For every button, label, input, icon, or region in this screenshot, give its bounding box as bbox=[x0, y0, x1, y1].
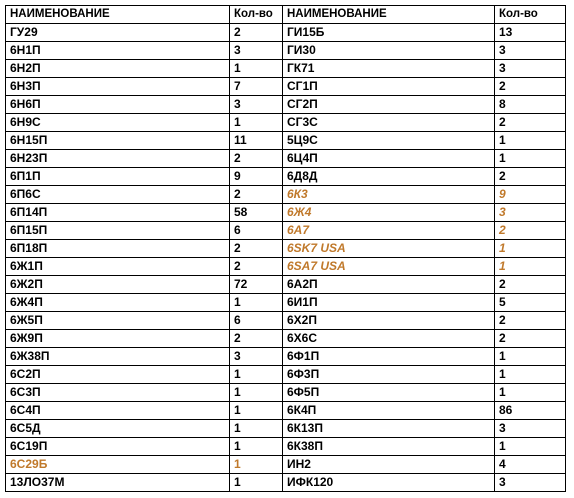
left-item-name: 6С3П bbox=[6, 384, 230, 402]
left-item-name: 6Н1П bbox=[6, 42, 230, 60]
right-item-name: СГ3С bbox=[283, 114, 495, 132]
left-item-name: 6Ж2П bbox=[6, 276, 230, 294]
right-item-name: ГИ30 bbox=[283, 42, 495, 60]
right-item-name: 6Ф3П bbox=[283, 366, 495, 384]
left-item-qty: 11 bbox=[230, 132, 283, 150]
left-item-qty: 1 bbox=[230, 60, 283, 78]
table-row bbox=[6, 204, 566, 222]
right-item-qty: 2 bbox=[495, 312, 566, 330]
right-item-qty: 3 bbox=[495, 42, 566, 60]
table-row bbox=[6, 312, 566, 330]
left-item-qty: 1 bbox=[230, 438, 283, 456]
right-item-qty: 1 bbox=[495, 258, 566, 276]
left-item-qty: 6 bbox=[230, 312, 283, 330]
left-item-name: 6Н2П bbox=[6, 60, 230, 78]
left-item-name: 6С4П bbox=[6, 402, 230, 420]
right-item-qty: 4 bbox=[495, 456, 566, 474]
left-item-name: 6Ж4П bbox=[6, 294, 230, 312]
right-item-name: 6И1П bbox=[283, 294, 495, 312]
left-item-qty: 7 bbox=[230, 78, 283, 96]
header-name-right: НАИМЕНОВАНИЕ bbox=[283, 6, 495, 24]
right-item-qty: 3 bbox=[495, 60, 566, 78]
left-item-name: 6Ж5П bbox=[6, 312, 230, 330]
right-item-qty: 3 bbox=[495, 204, 566, 222]
left-item-qty: 3 bbox=[230, 96, 283, 114]
right-item-name: ИФК120 bbox=[283, 474, 495, 492]
table-row bbox=[6, 420, 566, 438]
left-item-name: 6С2П bbox=[6, 366, 230, 384]
header-name-left: НАИМЕНОВАНИЕ bbox=[6, 6, 230, 24]
table-row bbox=[6, 366, 566, 384]
left-item-name: 6П6С bbox=[6, 186, 230, 204]
left-item-name: 6Ж38П bbox=[6, 348, 230, 366]
right-item-name: 6К38П bbox=[283, 438, 495, 456]
left-item-name: 6П18П bbox=[6, 240, 230, 258]
left-item-name: 6Н3П bbox=[6, 78, 230, 96]
left-item-qty: 3 bbox=[230, 42, 283, 60]
right-item-name: 6Х2П bbox=[283, 312, 495, 330]
right-item-qty: 2 bbox=[495, 276, 566, 294]
table-row bbox=[6, 438, 566, 456]
right-item-qty: 3 bbox=[495, 420, 566, 438]
right-item-name: 6А2П bbox=[283, 276, 495, 294]
right-item-qty: 8 bbox=[495, 96, 566, 114]
left-item-name: 6С29Б bbox=[6, 456, 230, 474]
right-item-name: 6SK7 USA bbox=[283, 240, 495, 258]
right-item-name: ИН2 bbox=[283, 456, 495, 474]
table-row bbox=[6, 474, 566, 492]
table-row bbox=[6, 186, 566, 204]
table-row bbox=[6, 168, 566, 186]
table-row bbox=[6, 240, 566, 258]
right-item-qty: 3 bbox=[495, 474, 566, 492]
left-item-qty: 2 bbox=[230, 24, 283, 42]
right-item-name: 6Ф5П bbox=[283, 384, 495, 402]
right-item-qty: 1 bbox=[495, 348, 566, 366]
left-item-name: 6С19П bbox=[6, 438, 230, 456]
left-item-name: 13ЛО37М bbox=[6, 474, 230, 492]
right-item-qty: 1 bbox=[495, 150, 566, 168]
left-item-name: 6Н15П bbox=[6, 132, 230, 150]
table-row bbox=[6, 402, 566, 420]
right-item-name: 6Ф1П bbox=[283, 348, 495, 366]
right-item-qty: 9 bbox=[495, 186, 566, 204]
table-row bbox=[6, 294, 566, 312]
left-item-name: 6Н6П bbox=[6, 96, 230, 114]
left-item-name: 6Н9С bbox=[6, 114, 230, 132]
left-item-qty: 1 bbox=[230, 420, 283, 438]
right-item-qty: 5 bbox=[495, 294, 566, 312]
right-item-name: СГ1П bbox=[283, 78, 495, 96]
right-item-name: ГИ15Б bbox=[283, 24, 495, 42]
table-row bbox=[6, 78, 566, 96]
right-item-qty: 2 bbox=[495, 222, 566, 240]
left-item-name: 6П1П bbox=[6, 168, 230, 186]
left-item-qty: 58 bbox=[230, 204, 283, 222]
left-item-qty: 1 bbox=[230, 366, 283, 384]
right-item-name: 6SA7 USA bbox=[283, 258, 495, 276]
table-row bbox=[6, 132, 566, 150]
table-row bbox=[6, 330, 566, 348]
header-row bbox=[6, 6, 566, 24]
table-row bbox=[6, 258, 566, 276]
right-item-qty: 2 bbox=[495, 168, 566, 186]
table-row bbox=[6, 384, 566, 402]
left-item-qty: 1 bbox=[230, 114, 283, 132]
left-item-name: 6П15П bbox=[6, 222, 230, 240]
header-qty-right: Кол-во bbox=[495, 6, 566, 24]
right-item-qty: 2 bbox=[495, 114, 566, 132]
right-item-qty: 1 bbox=[495, 438, 566, 456]
left-item-qty: 2 bbox=[230, 240, 283, 258]
table-row bbox=[6, 456, 566, 474]
right-item-name: 6К4П bbox=[283, 402, 495, 420]
right-item-qty: 1 bbox=[495, 132, 566, 150]
right-item-name: 6Д8Д bbox=[283, 168, 495, 186]
table-row bbox=[6, 60, 566, 78]
left-item-qty: 1 bbox=[230, 474, 283, 492]
table-row bbox=[6, 150, 566, 168]
inventory-sheet bbox=[5, 5, 566, 492]
right-item-qty: 1 bbox=[495, 366, 566, 384]
right-item-name: 5Ц9С bbox=[283, 132, 495, 150]
inventory-table bbox=[5, 5, 566, 492]
right-item-qty: 86 bbox=[495, 402, 566, 420]
left-item-name: 6Н23П bbox=[6, 150, 230, 168]
left-item-qty: 3 bbox=[230, 348, 283, 366]
right-item-name: 6К3 bbox=[283, 186, 495, 204]
table-row bbox=[6, 96, 566, 114]
table-row bbox=[6, 276, 566, 294]
right-item-name: СГ2П bbox=[283, 96, 495, 114]
table-row bbox=[6, 42, 566, 60]
right-item-name: 6А7 bbox=[283, 222, 495, 240]
right-item-qty: 13 bbox=[495, 24, 566, 42]
left-item-qty: 2 bbox=[230, 186, 283, 204]
left-item-name: ГУ29 bbox=[6, 24, 230, 42]
table-row bbox=[6, 114, 566, 132]
inventory-body bbox=[6, 24, 566, 492]
table-row bbox=[6, 222, 566, 240]
right-item-name: 6Ц4П bbox=[283, 150, 495, 168]
right-item-name: 6Ж4 bbox=[283, 204, 495, 222]
left-item-qty: 72 bbox=[230, 276, 283, 294]
left-item-qty: 2 bbox=[230, 150, 283, 168]
left-item-name: 6П14П bbox=[6, 204, 230, 222]
right-item-qty: 2 bbox=[495, 330, 566, 348]
right-item-qty: 1 bbox=[495, 240, 566, 258]
left-item-qty: 6 bbox=[230, 222, 283, 240]
table-row bbox=[6, 24, 566, 42]
left-item-name: 6Ж9П bbox=[6, 330, 230, 348]
right-item-qty: 1 bbox=[495, 384, 566, 402]
right-item-name: 6К13П bbox=[283, 420, 495, 438]
left-item-qty: 2 bbox=[230, 330, 283, 348]
left-item-qty: 1 bbox=[230, 402, 283, 420]
right-item-name: 6Х6С bbox=[283, 330, 495, 348]
left-item-qty: 1 bbox=[230, 456, 283, 474]
left-item-name: 6С5Д bbox=[6, 420, 230, 438]
right-item-name: ГК71 bbox=[283, 60, 495, 78]
left-item-qty: 1 bbox=[230, 294, 283, 312]
left-item-qty: 9 bbox=[230, 168, 283, 186]
left-item-qty: 2 bbox=[230, 258, 283, 276]
left-item-name: 6Ж1П bbox=[6, 258, 230, 276]
right-item-qty: 2 bbox=[495, 78, 566, 96]
table-row bbox=[6, 348, 566, 366]
left-item-qty: 1 bbox=[230, 384, 283, 402]
header-qty-left: Кол-во bbox=[230, 6, 283, 24]
